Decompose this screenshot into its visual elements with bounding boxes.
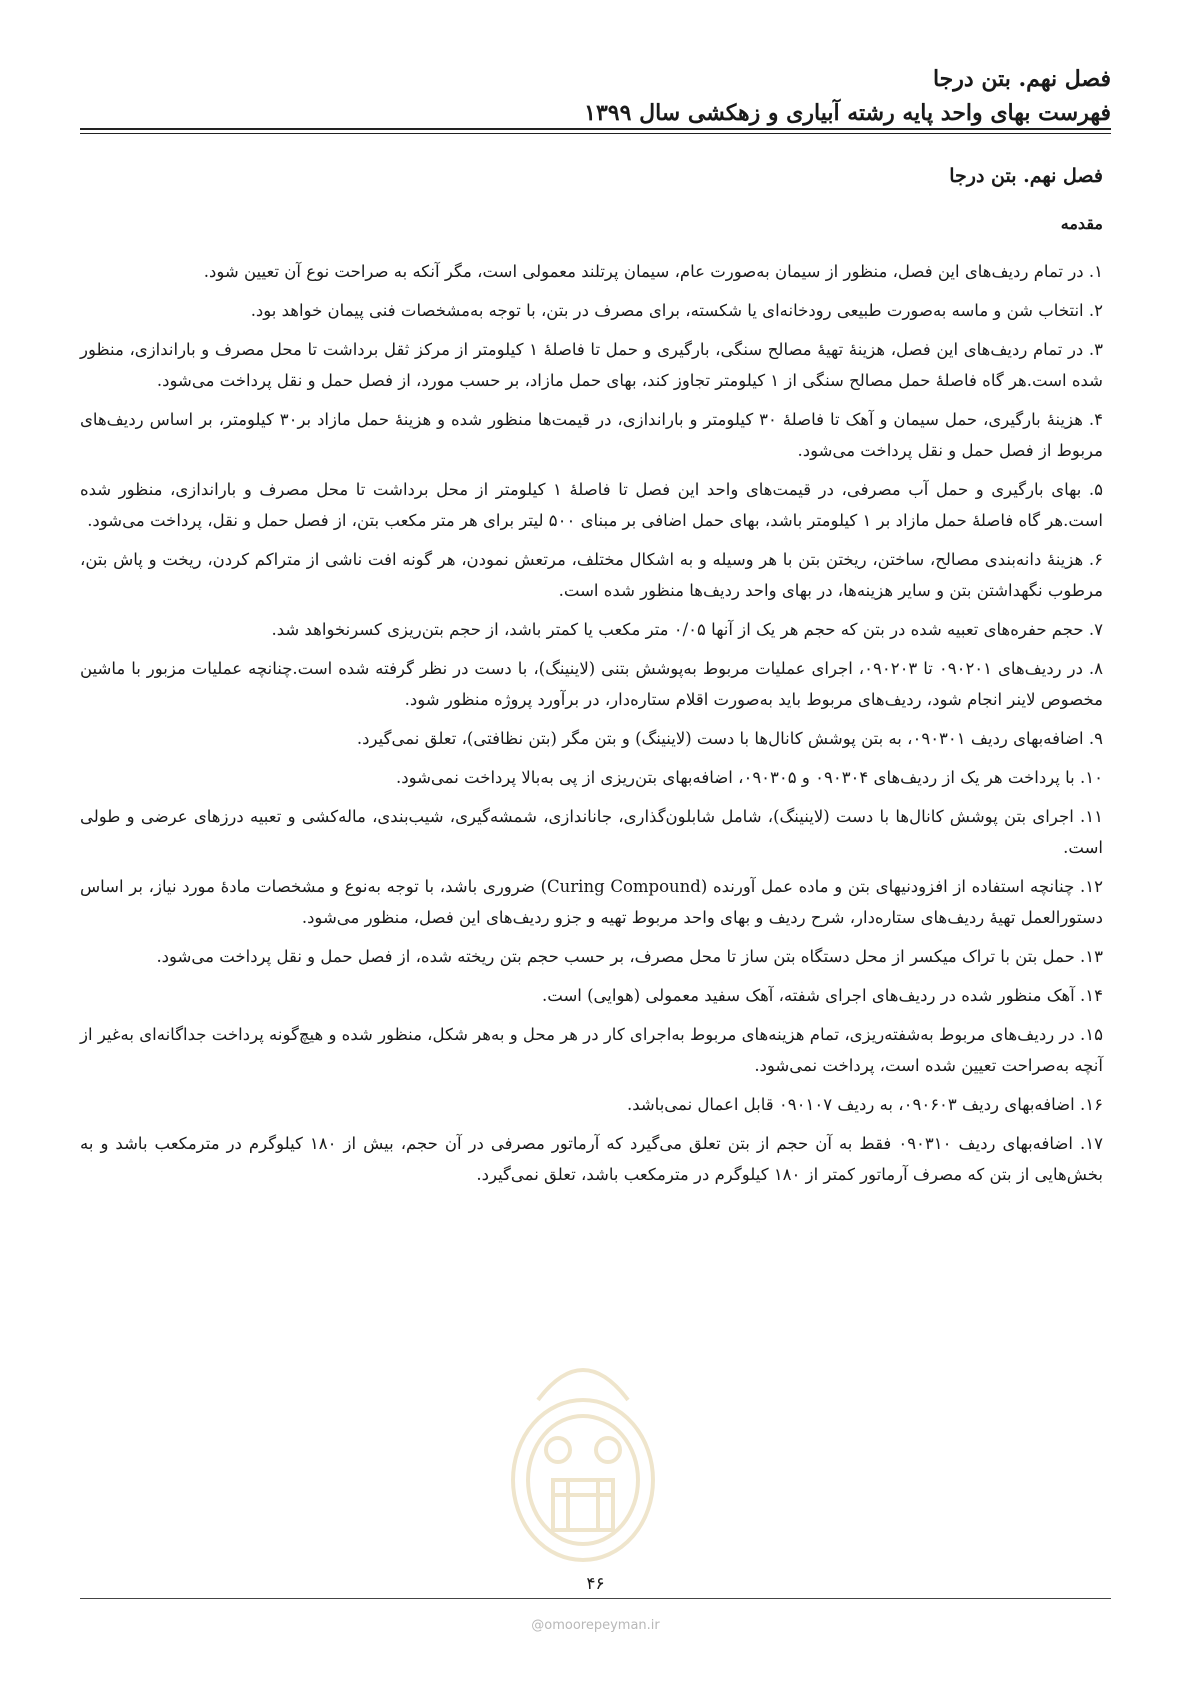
header-divider [80, 128, 1111, 134]
paragraph-16: ۱۶. اضافه‌بهای ردیف ۰۹۰۶۰۳، به ردیف ۰۹۰۱۰۷ قابل اعمال نمی‌باشد. [626, 1095, 1103, 1114]
chapter-title: فصل نهم. بتن درجا [949, 165, 1103, 187]
paragraph-list [80, 256, 1103, 1190]
footer-divider [80, 1598, 1111, 1599]
header-chapter-title: فصل نهم. بتن درجا [932, 66, 1111, 92]
paragraph-8: ۸. در ردیف‌های ۰۹۰۲۰۱ تا ۰۹۰۲۰۳، اجرای عملیات مربوط به‌پوشش بتنی (لاینینگ)، با دست در نظر گرفته شده است.چنانچه عملیات مزبور با ماشین مخصوص لاینر انجام شود، ردیف‌های مربوط باید به‌صورت اقلام ستاره‌دار، در برآورد پروژه منظور شود. [80, 659, 1103, 709]
page-content [80, 160, 1103, 1198]
paragraph-4: ۴. هزینهٔ بارگیری، حمل سیمان و آهک تا فاصلهٔ ۳۰ کیلومتر و باراندازی، در قیمت‌ها منظور شده و هزینهٔ حمل مازاد بر۳۰ کیلومتر، بر اساس ردیف‌های مربوط از فصل حمل و نقل پرداخت می‌شود. [80, 410, 1103, 460]
paragraph-2: ۲. انتخاب شن و ماسه به‌صورت طبیعی رودخانه‌ای یا شکسته، برای مصرف در بتن، با توجه به‌مشخصات فنی پیمان خواهد بود. [250, 301, 1103, 320]
paragraph-10: ۱۰. با پرداخت هر یک از ردیف‌های ۰۹۰۳۰۴ و ۰۹۰۳۰۵، اضافه‌بهای بتن‌ریزی از پی به‌بالا پرداخت نمی‌شود. [395, 768, 1103, 787]
paragraph-9: ۹. اضافه‌بهای ردیف ۰۹۰۳۰۱، به بتن پوشش کانال‌ها با دست (لاینینگ) و بتن مگر (بتن نظافتی)، تعلق نمی‌گیرد. [356, 729, 1103, 748]
paragraph-12: ۱۲. چنانچه استفاده از افزودنیهای بتن و ماده عمل آورنده (Curing Compound) ضروری باشد، با توجه به‌نوع و مشخصات مادهٔ مورد نیاز، بر اساس دستورالعمل تهیهٔ ردیف‌های ستاره‌دار، شرح ردیف و بهای واحد مربوط تهیه و جزو ردیف‌های این فصل، منظور می‌شود. [80, 877, 1104, 927]
paragraph-5: ۵. بهای بارگیری و حمل آب مصرفی، در قیمت‌های واحد این فصل تا فاصلهٔ ۱ کیلومتر از محل برداشت تا محل مصرف و باراندازی، منظور شده است.هر گاه فاصلهٔ حمل مازاد بر ۱ کیلومتر باشد، بهای حمل اضافی بر مبنای ۵۰۰ لیتر برای هر متر مکعب بتن، از فصل حمل و نقل، پرداخت می‌شود. [80, 480, 1103, 530]
page-number: ۴۶ [586, 1574, 605, 1594]
paragraph-6: ۶. هزینهٔ دانه‌بندی مصالح، ساختن، ریختن بتن با هر وسیله و به اشکال مختلف، مرتعش نمودن، هر گونه افت ناشی از متراکم کردن، ریخت و پاش بتن، مرطوب نگهداشتن بتن و سایر هزینه‌ها، در بهای واحد ردیف‌ها منظور شده است. [80, 550, 1103, 600]
paragraph-13: ۱۳. حمل بتن با تراک میکسر از محل دستگاه بتن ساز تا محل مصرف، بر حسب حجم بتن ریخته شده، از فصل حمل و نقل پرداخت می‌شود. [156, 947, 1103, 966]
page-header [80, 62, 1111, 130]
paragraph-1: ۱. در تمام ردیف‌های این فصل، منظور از سیمان به‌صورت عام، سیمان پرتلند معمولی است، مگر آنکه به صراحت نوع آن تعیین شود. [203, 262, 1103, 281]
paragraph-17: ۱۷. اضافه‌بهای ردیف ۰۹۰۳۱۰ فقط به آن حجم از بتن تعلق می‌گیرد که آرماتور مصرفی در آن حجم، بیش از ۱۸۰ کیلوگرم در مترمکعب باشد و به بخش‌هایی از بتن که مصرف آرماتور کمتر از ۱۸۰ کیلوگرم در مترمکعب باشد، تعلق نمی‌گیرد. [80, 1134, 1104, 1184]
paragraph-7: ۷. حجم حفره‌های تعبیه شده در بتن که حجم هر یک از آنها ۰/۰۵ متر مکعب یا کمتر باشد، از حجم بتن‌ریزی کسرنخواهد شد. [271, 620, 1103, 639]
paragraph-11: ۱۱. اجرای بتن پوشش کانال‌ها با دست (لاینینگ)، شامل شابلون‌گذاری، جاناندازی، شمشه‌گیری، شیب‌بندی، ماله‌کشی و تعبیه درزهای عرضی و طولی است. [80, 807, 1103, 857]
paragraph-15: ۱۵. در ردیف‌های مربوط به‌شفته‌ریزی، تمام هزینه‌های مربوط به‌اجرای کار در هر محل و به‌هر شکل، منظور شده و هیچ‌گونه پرداخت جداگانه‌ای به‌غیر از آنچه به‌صراحت تعیین شده است، پرداخت نمی‌شود. [80, 1025, 1103, 1075]
section-title: مقدمه [1060, 214, 1103, 233]
paragraph-14: ۱۴. آهک منظور شده در ردیف‌های اجرای شفته، آهک سفید معمولی (هوایی) است. [542, 986, 1103, 1005]
paragraph-3: ۳. در تمام ردیف‌های این فصل، هزینهٔ تهیهٔ مصالح سنگی، بارگیری و حمل تا فاصلهٔ ۱ کیلومتر از مرکز ثقل برداشت تا محل مصرف و باراندازی، منظور شده است.هر گاه فاصلهٔ حمل مصالح سنگی از ۱ کیلومتر تجاوز کند، بهای حمل مازاد، بر حسب مورد، از فصل حمل و نقل پرداخت می‌شود. [80, 340, 1103, 390]
watermark-url: @omoorepeyman.ir [531, 1618, 660, 1633]
header-document-title: فهرست بهای واحد پایه رشته آبیاری و زهکشی سال ۱۳۹۹ [584, 100, 1111, 126]
watermark-seal-icon [498, 1330, 668, 1590]
